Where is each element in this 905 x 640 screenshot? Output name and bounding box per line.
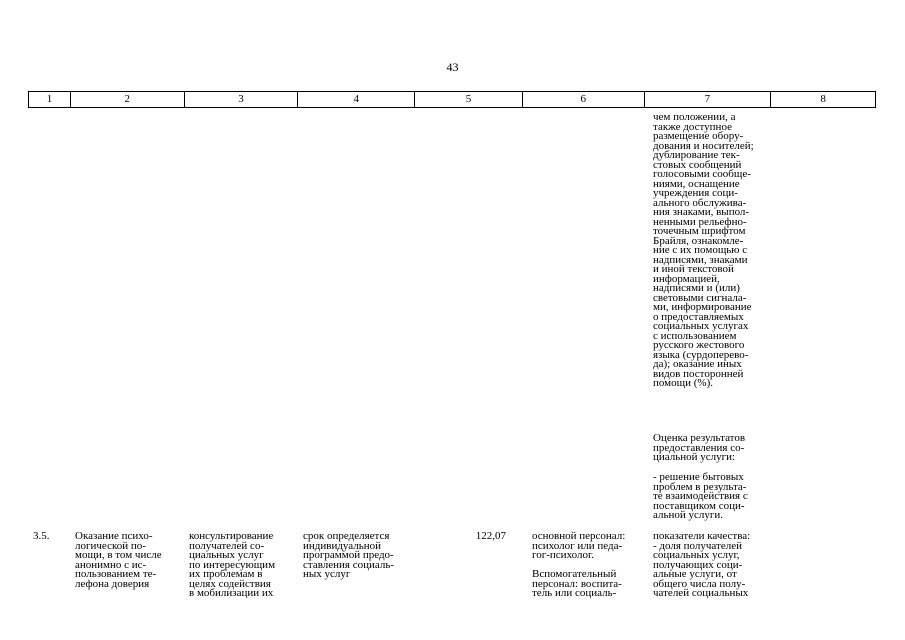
column-header-2: 2 — [71, 92, 185, 107]
service-price: 122,07 — [475, 530, 506, 542]
column-header-5: 5 — [415, 92, 523, 107]
table-header-row — [28, 91, 876, 108]
column-header-3: 3 — [185, 92, 299, 107]
column-header-8: 8 — [820, 93, 826, 105]
continued-conditions-text: чем положении, а также доступное размещение обору- дования и носителей; дублирование тек- стовых сообщений голосовыми сообще- ниями, оснащение учреждения соци- ального обслужива- ния знаками, выпол- ненными рельефно- точечным шрифтом Брайля, ознакомле- ние с их помощью с надписями, знаками и иной текстовой информацией, надписями и (или) световыми сигнала- ми, информирование о предоставляемых социальных услугах с использованием русского жестового языка (сурдоперево- да); оказание иных видов посторонней помощи (%). — [653, 111, 754, 389]
service-term: срок определяется индивидуальной программой предо- ставления социаль- ных услуг — [303, 530, 395, 580]
page-number: 43 — [446, 60, 459, 74]
main-staff: основной персонал: психолог или педа- гог-психолог. — [532, 530, 626, 561]
evaluation-item: - решение бытовых проблем в результа- те взаимодействия с поставщиком соци- альной услуги. — [653, 471, 748, 521]
auxiliary-staff: Вспомогательный персонал: воспита- тель или социаль- — [532, 568, 622, 599]
row-number: 3.5. — [33, 530, 50, 542]
quality-indicators: показатели качества: - доля получателей социальных услуг, получающих соци- альные услуги, от общего числа полу- чателей социальных — [653, 530, 751, 599]
column-header-7: 7 — [645, 92, 772, 107]
service-description: консультирование получателей со- циальных услуг по интересующим их проблемам в целях содействия в мобилизации их — [189, 530, 276, 599]
column-header-6: 6 — [523, 92, 645, 107]
column-header-1: 1 — [29, 92, 71, 107]
evaluation-title: Оценка результатов предоставления со- циальной услуги: — [653, 432, 746, 463]
service-name: Оказание психо- логической по- мощи, в том числе анонимно с ис- пользованием те- лефона доверия — [75, 530, 162, 590]
column-header-4: 4 — [298, 92, 415, 107]
